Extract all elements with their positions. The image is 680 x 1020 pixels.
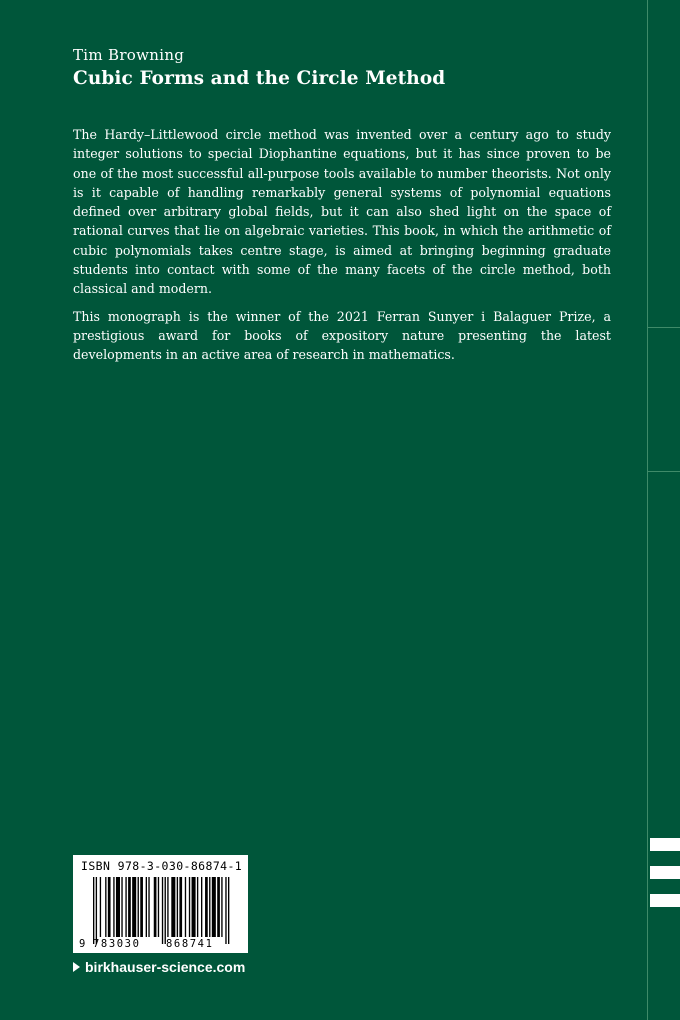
isbn-label: ISBN 978-3-030-86874-1 [81, 859, 243, 873]
spine-divider [648, 327, 680, 328]
blurb-paragraph: The Hardy–Littlewood circle method was invented over a century ago to study integer solutions to special Diophantine equations, but it has since proven to be one of the most successful all-purpose tools available to number theorists. Not only is it capable of handling remarkably general systems of polynomial equations defined over arbitrary global fields, but it can also shed light on the space of rational curves that lie on algebraic varieties. This book, in which the arithmetic of cubic polynomials takes centre stage, is aimed at bringing beginning graduate students into contact with some of the many facets of the circle method, both classical and modern. [73, 127, 611, 297]
triangle-arrow-icon [73, 962, 80, 972]
barcode-digit-first: 9 [79, 938, 86, 950]
publisher-link[interactable] [73, 959, 245, 975]
blurb-paragraph: This monograph is the winner of the 2021 Ferran Sunyer i Balaguer Prize, a prestigious award for books of expository nature presenting the latest developments in an active area of research in mathematics. [73, 308, 611, 363]
back-cover-blurb [73, 125, 611, 373]
author-name: Tim Browning [73, 46, 185, 64]
spine-fold-line [647, 0, 648, 1020]
publisher-url: birkhauser-science.com [85, 959, 246, 975]
color-stripe [650, 894, 680, 907]
barcode-digits-left: 783030 [93, 938, 141, 950]
barcode-digits-right: 868741 [166, 938, 214, 950]
book-title: Cubic Forms and the Circle Method [73, 68, 446, 89]
color-stripe [650, 866, 680, 879]
color-stripe [650, 838, 680, 851]
spine-divider [648, 471, 680, 472]
isbn-barcode [73, 855, 248, 953]
